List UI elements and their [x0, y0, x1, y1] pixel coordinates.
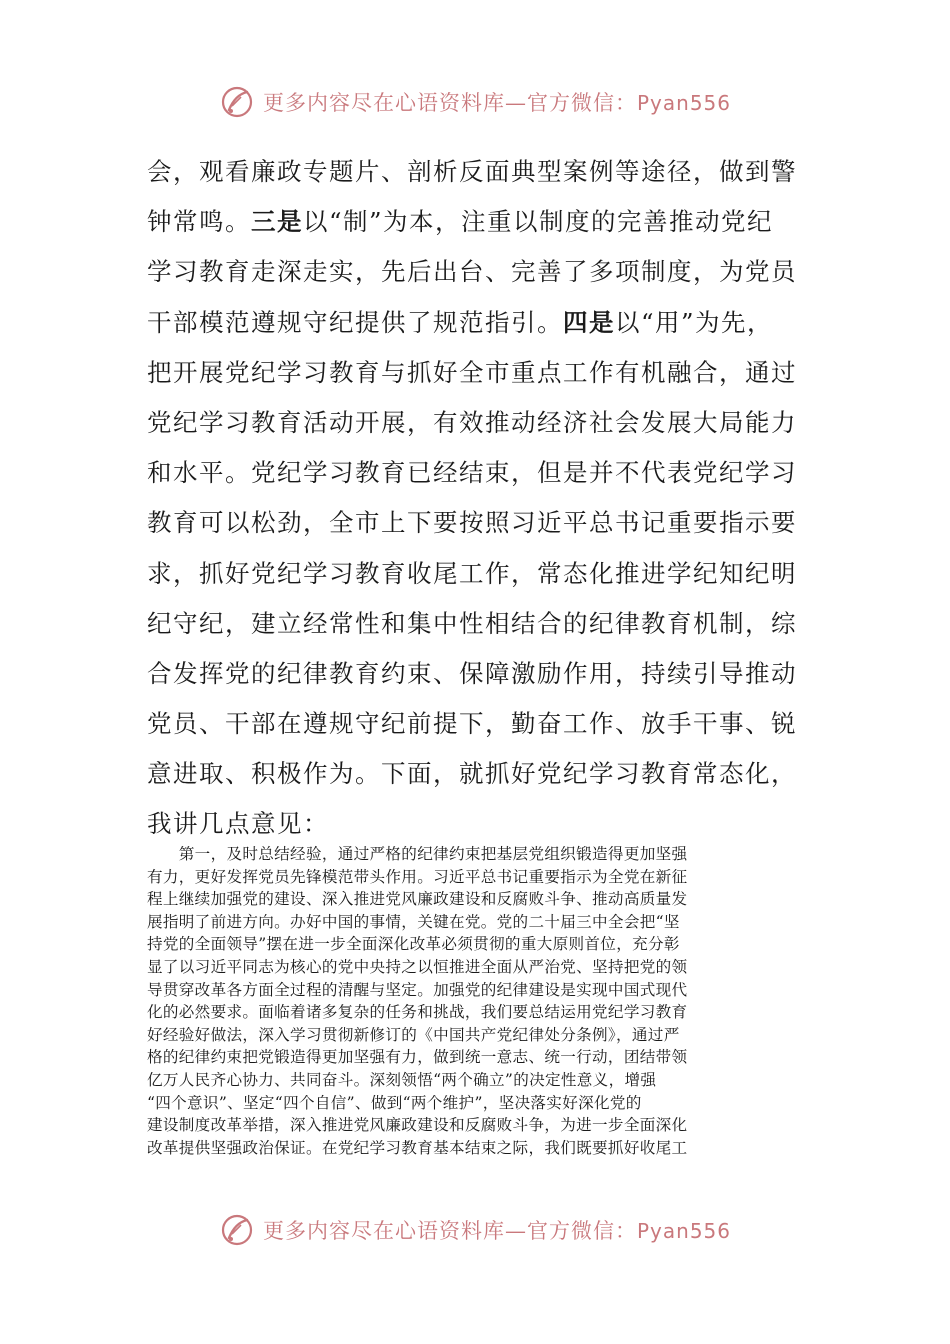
section-line: 有力，更好发挥党员先锋模范带头作用。习近平总书记重要指示为全党在新征 [147, 867, 688, 886]
speech-text: 党纪学习教育活动开展，有效推动经济社会发展大局能力 [147, 407, 797, 437]
speech-line [147, 749, 797, 799]
speech-text: 会，观看廉政专题片、剖析反面典型案例等途径，做到警 [147, 157, 797, 186]
speech-text: 干部模范遵规守纪提供了规范指引。 [147, 307, 563, 337]
section-line: 第一，及时总结经验，通过严格的纪律约束把基层党组织锻造得更加坚强 [147, 845, 688, 863]
section-line: 显了以习近平同志为核心的党中央持之以恒推进全面从严治党、坚持把党的领 [147, 957, 688, 976]
logo-icon [219, 84, 255, 120]
footer-banner-text [263, 1215, 731, 1245]
section-line: 持党的全面领导”摆在进一步全面深化改革必须贯彻的重大原则首位，充分彰 [147, 935, 680, 954]
section-line: 好经验好做法，深入学习贯彻新修订的《中国共产党纪律处分条例》，通过严 [147, 1025, 680, 1044]
section-line: “四个意识”、坚定“四个自信”、做到“两个维护”，坚决落实好深化党的 [147, 1093, 642, 1112]
section-line: 改革提供坚强政治保证。在党纪学习教育基本结束之际，我们既要抓好收尾工 [147, 1138, 688, 1157]
speech-line [147, 398, 797, 448]
section-line: 建设制度改革举措，深入推进党风廉政建设和反腐败斗争，为进一步全面深化 [147, 1116, 688, 1135]
footer-banner-contact: Pyan556 [636, 1219, 731, 1243]
speech-text: 教育可以松劲，全市上下要按照习近平总书记重要指示要 [147, 508, 797, 538]
speech-text: 学习教育走深走实，先后出台、完善了多项制度，为党员 [147, 257, 797, 287]
speech-line [147, 649, 797, 699]
bold-ordinal: 三是 [251, 207, 303, 237]
speech-text: 以“制”为本，注重以制度的完善推动党纪 [303, 207, 774, 237]
speech-line [147, 348, 797, 398]
speech-text: 以“用”为先， [615, 307, 774, 337]
speech-line [147, 147, 797, 197]
speech-line [147, 197, 797, 247]
section-line: 导贯穿改革各方面全过程的清醒与坚定。加强党的纪律建设是实现中国式现代 [147, 980, 688, 999]
speech-text: 把开展党纪学习教育与抓好全市重点工作有机融合，通过 [147, 357, 797, 387]
speech-text: 求，抓好党纪学习教育收尾工作，常态化推进学纪知纪明 [147, 558, 797, 588]
logo-icon [219, 1212, 255, 1248]
speech-line [147, 699, 797, 749]
speech-line [147, 247, 797, 297]
speech-text: 钟常鸣。 [147, 207, 251, 237]
speech-text: 我讲几点意见： [147, 809, 329, 839]
speech-text: 合发挥党的纪律教育约束、保障激励作用，持续引导推动 [147, 658, 797, 688]
section-line: 亿万人民齐心协力、共同奋斗。深刻领悟“两个确立”的决定性意义，增强 [147, 1070, 657, 1089]
speech-body [147, 147, 797, 850]
bold-ordinal: 四是 [563, 307, 615, 337]
section-line: 展指明了前进方向。办好中国的事情，关键在党。党的二十届三中全会把“坚 [147, 912, 680, 931]
speech-line [147, 298, 797, 348]
section-one-body [147, 843, 807, 1159]
header-banner-label: 更多内容尽在心语资料库—官方微信： [262, 91, 637, 115]
speech-line [147, 448, 797, 498]
section-line: 程上继续加强党的建设、深入推进党风廉政建设和反腐败斗争、推动高质量发 [147, 890, 688, 909]
section-line: 格的纪律约束把党锻造得更加坚强有力，做到统一意志、统一行动，团结带领 [147, 1048, 688, 1067]
footer-banner-label: 更多内容尽在心语资料库—官方微信： [262, 1219, 637, 1243]
header-banner-contact: Pyan556 [636, 91, 731, 115]
footer-watermark-banner [0, 1210, 950, 1250]
speech-text: 意进取、积极作为。下面，就抓好党纪学习教育常态化， [147, 759, 797, 789]
speech-text: 和水平。党纪学习教育已经结束，但是并不代表党纪学习 [147, 458, 797, 488]
speech-line [147, 549, 797, 599]
header-banner-text [263, 87, 731, 117]
header-watermark-banner [0, 82, 950, 122]
speech-text: 党员、干部在遵规守纪前提下，勤奋工作、放手干事、锐 [147, 709, 797, 739]
section-line: 化的必然要求。面临着诸多复杂的任务和挑战，我们要总结运用党纪学习教育 [147, 1003, 688, 1022]
speech-text: 纪守纪，建立经常性和集中性相结合的纪律教育机制，综 [147, 608, 797, 638]
speech-line [147, 498, 797, 548]
speech-line [147, 599, 797, 649]
